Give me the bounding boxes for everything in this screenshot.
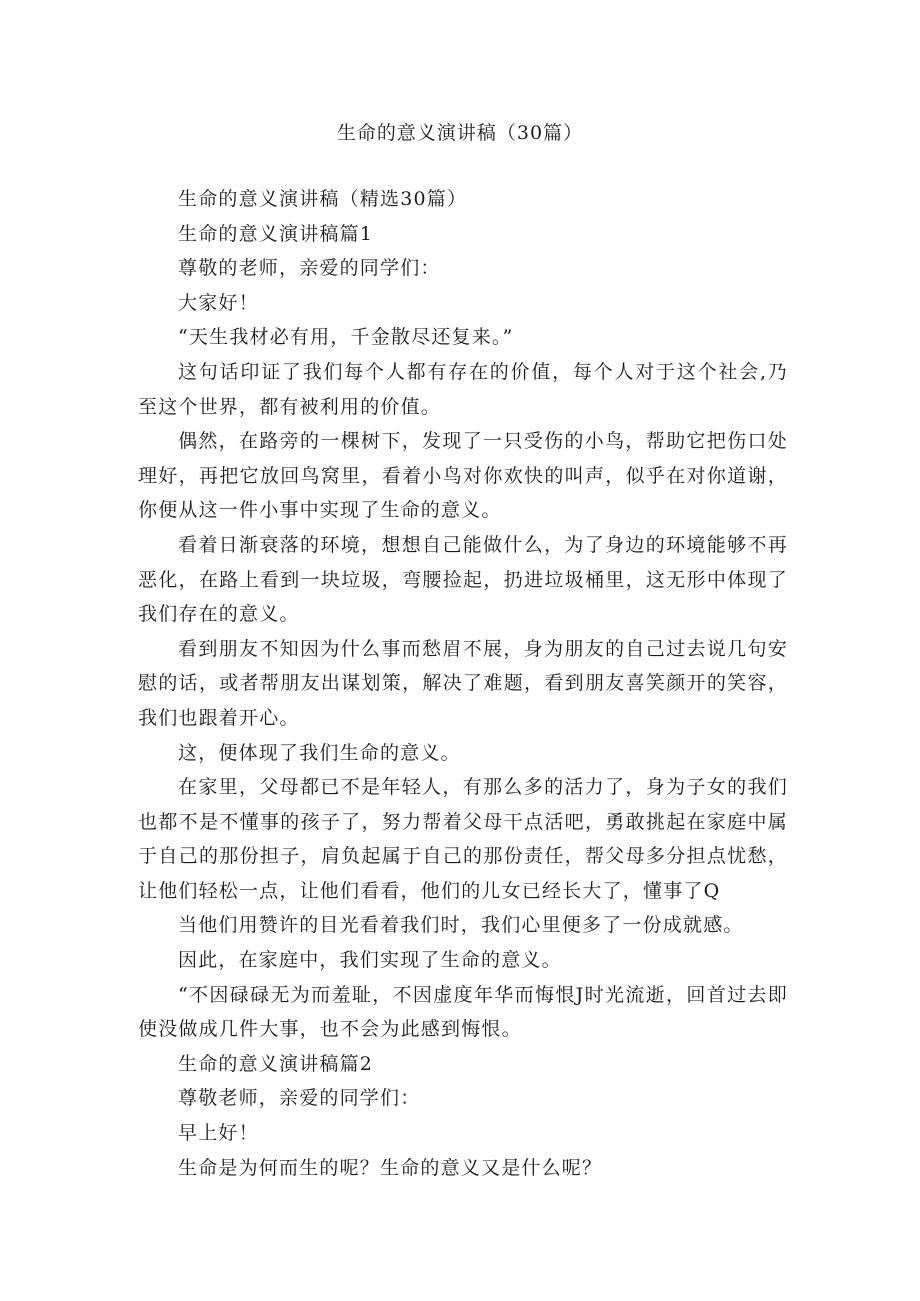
paragraph-salutation: 尊敬老师，亲爱的同学们： <box>178 1087 421 1110</box>
paragraph: 看着日渐衰落的环境，想想自己能做什么，为了身边的环境能够不再恶化，在路上看到一块垃圾，弯腰捡起，扔进垃圾桶里，这无形中体现了我们存在的意义。 <box>138 533 788 626</box>
paragraph-subtitle: 生命的意义演讲稿（精选30篇） <box>178 188 468 210</box>
paragraph: 看到朋友不知因为什么事而愁眉不展，身为朋友的自己过去说几句安慰的话，或者帮朋友出谋划策，解决了难题，看到朋友喜笑颜开的笑容，我们也跟着开心。 <box>138 637 788 729</box>
paragraph-greeting: 大家好！ <box>178 291 259 314</box>
paragraph: 在家里，父母都已不是年轻人，有那么多的活力了，身为子女的我们也都不是不懂事的孩子了，努力帮着父母干点活吧，勇敢挑起在家庭中属于自己的那份担子，肩负起属于自己的那份责任，帮父母多分担点忧愁，让他们轻松一点，让他们看看，他们的儿女已经长大了，懂事了Q <box>138 776 788 902</box>
paragraph-section-heading-1: 生命的意义演讲稿篇1 <box>178 222 374 245</box>
paragraph-greeting: 早上好！ <box>178 1122 259 1145</box>
paragraph-quote: “天生我材必有用，千金散尽还复来。” <box>178 326 514 349</box>
paragraph: 这句话印证了我们每个人都有存在的价值，每个人对于这个社会,乃至这个世界，都有被利用的价值。 <box>138 360 788 418</box>
paragraph: 生命是为何而生的呢？生命的意义又是什么呢？ <box>178 1156 603 1179</box>
paragraph: 这，便体现了我们生命的意义。 <box>178 741 461 764</box>
paragraph-quote: “不因碌碌无为而羞耻，不因虚度年华而悔恨J时光流逝，回首过去即使没做成几件大事，也不会为此感到悔恨。 <box>138 983 788 1041</box>
paragraph: 偶然，在路旁的一棵树下，发现了一只受伤的小鸟，帮助它把伤口处理好，再把它放回鸟窝里，看着小鸟对你欢快的叫声，似乎在对你道谢，你便从这一件小事中实现了生命的意义。 <box>138 430 788 522</box>
paragraph-section-heading-2: 生命的意义演讲稿篇2 <box>178 1052 374 1075</box>
document-title: 生命的意义演讲稿（30篇） <box>336 122 584 144</box>
paragraph-salutation: 尊敬的老师，亲爱的同学们： <box>178 257 441 280</box>
document-body <box>138 182 788 1185</box>
paragraph: 当他们用赞许的目光看着我们时，我们心里便多了一份成就感。 <box>178 914 744 937</box>
paragraph: 因此，在家庭中，我们实现了生命的意义。 <box>178 949 562 972</box>
